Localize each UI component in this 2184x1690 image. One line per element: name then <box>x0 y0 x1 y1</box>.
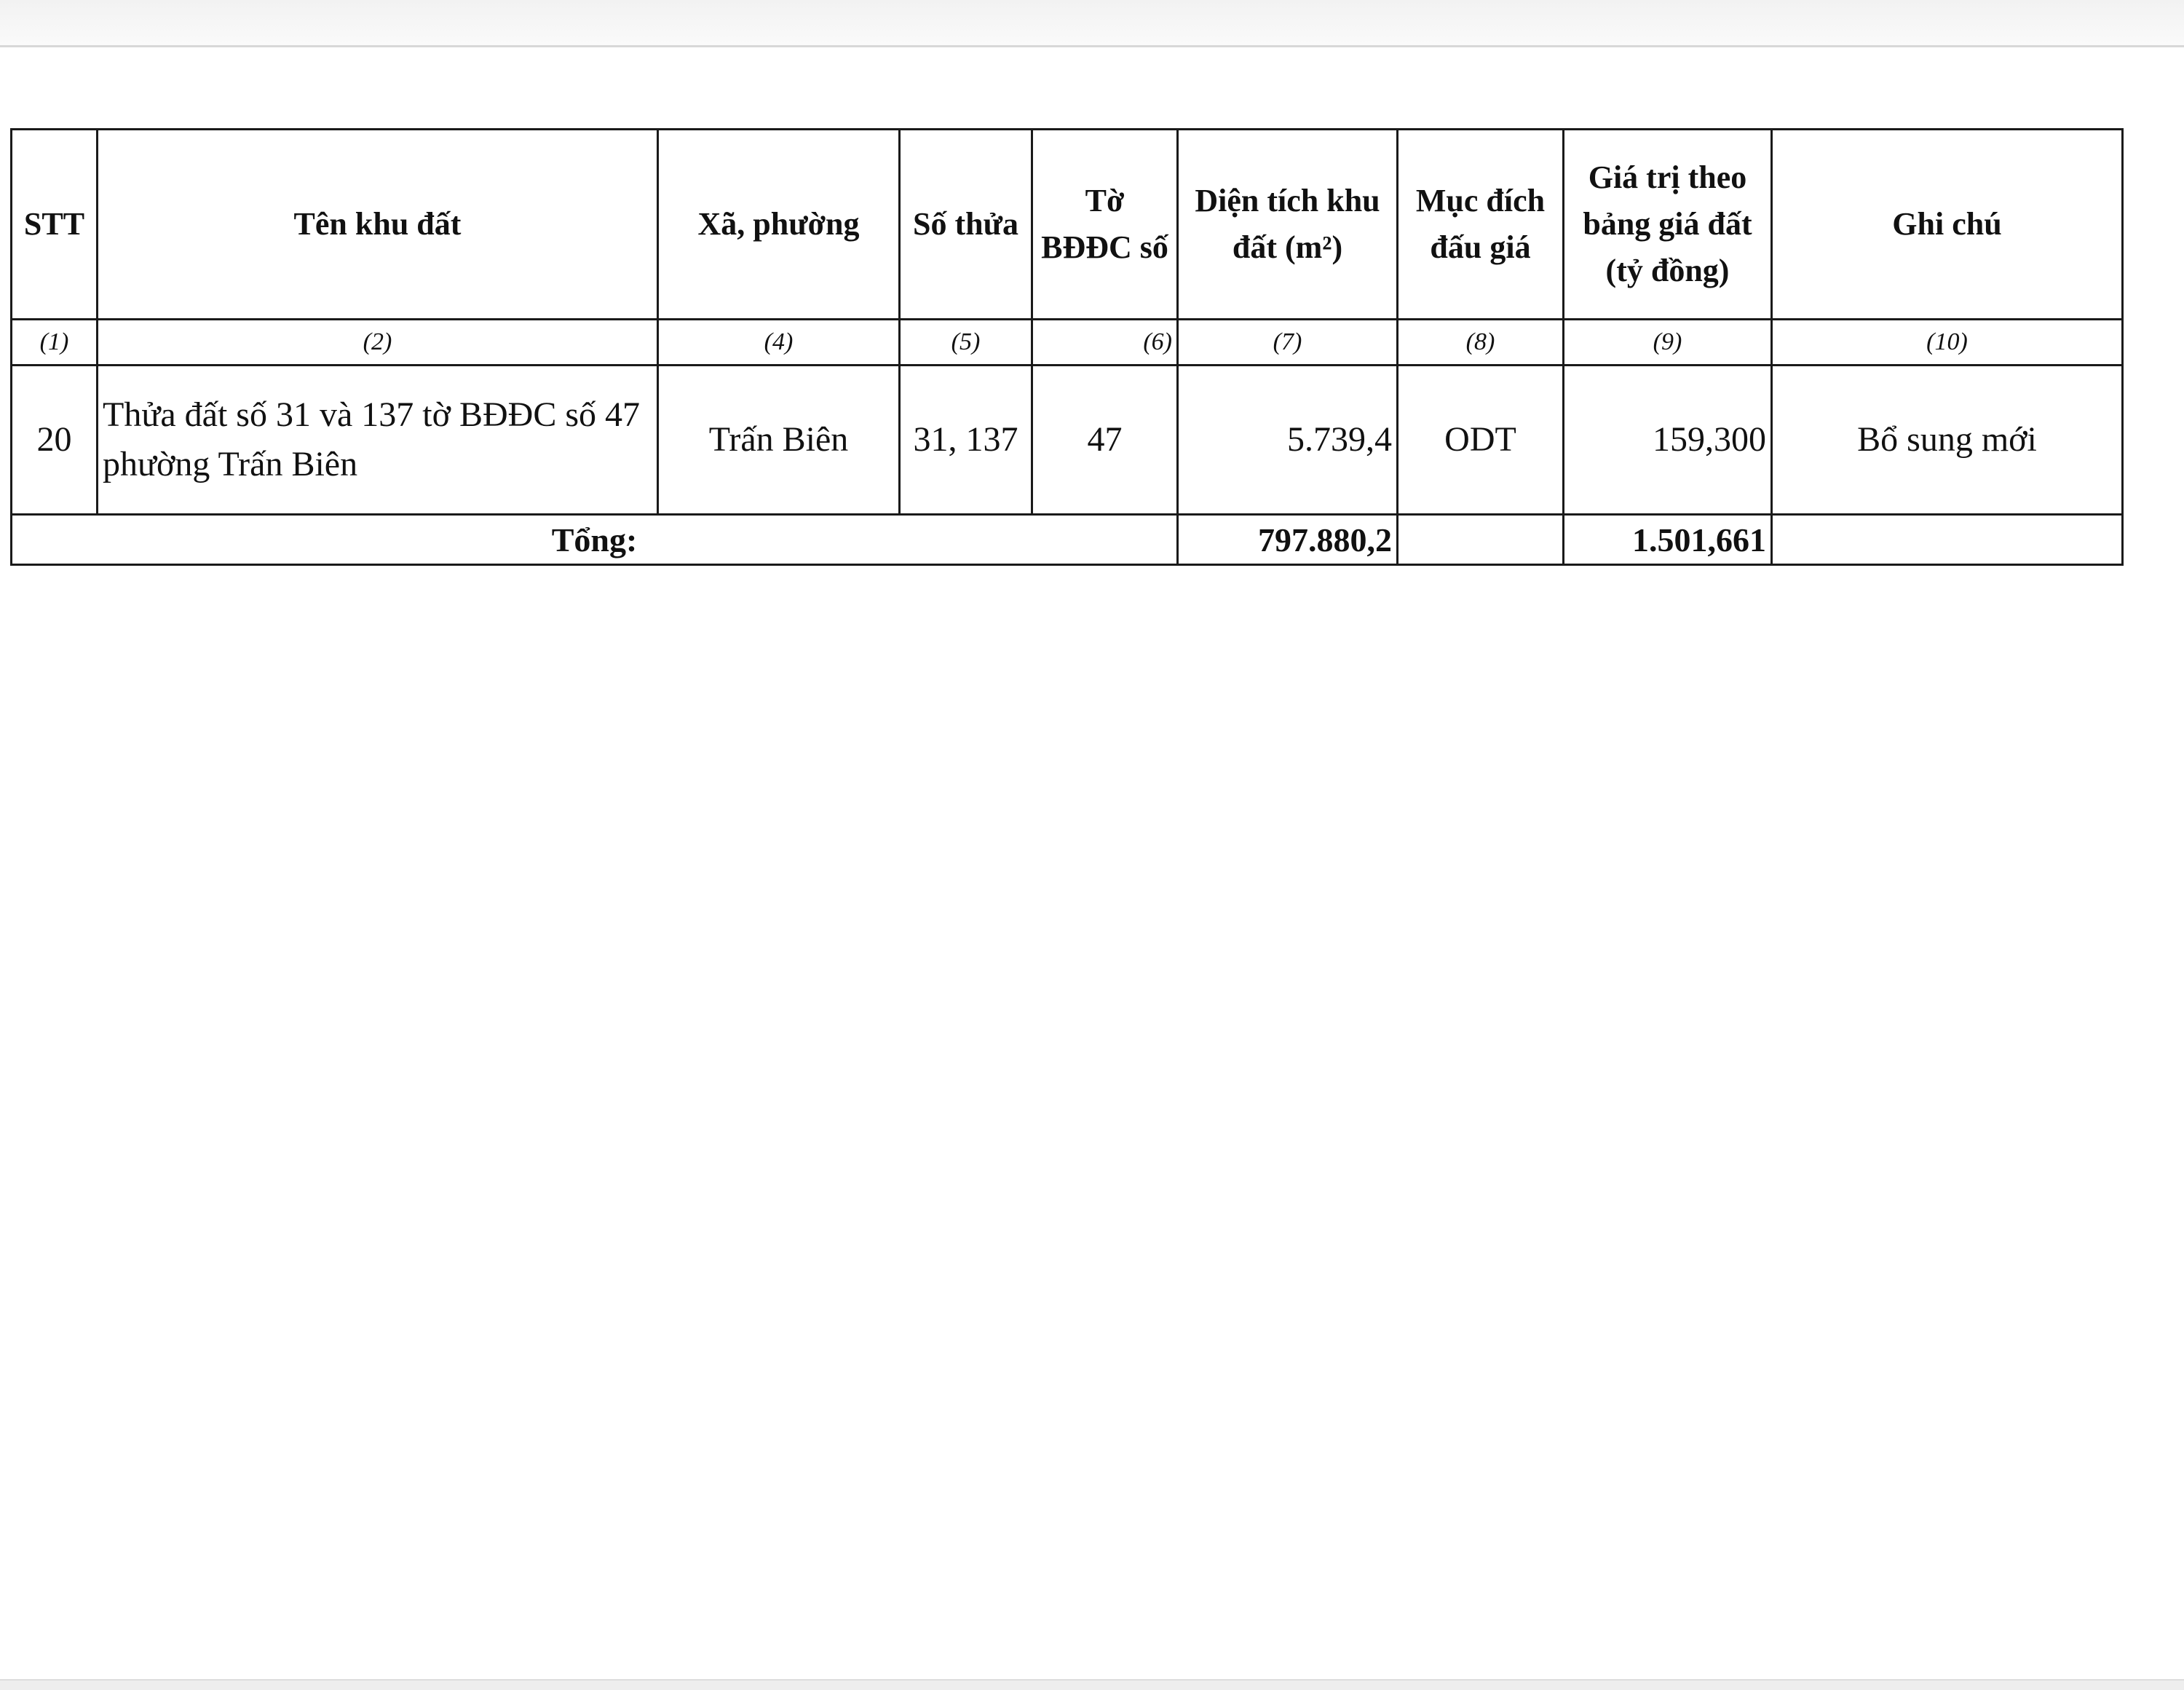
column-number: (2) <box>98 320 658 366</box>
header-xa-phuong: Xã, phường <box>658 130 900 320</box>
header-dien-tich: Diện tích khu đất (m²) <box>1178 130 1398 320</box>
header-muc-dich: Mục đích đấu giá <box>1398 130 1564 320</box>
header-so-thua: Số thửa <box>900 130 1032 320</box>
column-number: (1) <box>12 320 98 366</box>
header-stt: STT <box>12 130 98 320</box>
column-number: (7) <box>1178 320 1398 366</box>
cell-dien-tich: 5.739,4 <box>1178 366 1398 515</box>
total-empty-cell <box>1772 515 2123 565</box>
cell-gia-tri: 159,300 <box>1564 366 1772 515</box>
column-number: (9) <box>1564 320 1772 366</box>
header-gia-tri: Giá trị theo bảng giá đất (tỷ đồng) <box>1564 130 1772 320</box>
cell-muc-dich: ODT <box>1398 366 1564 515</box>
column-number: (6) <box>1032 320 1178 366</box>
total-gia-tri: 1.501,661 <box>1564 515 1772 565</box>
column-number: (4) <box>658 320 900 366</box>
header-ten-khu-dat: Tên khu đất <box>98 130 658 320</box>
cell-so-thua: 31, 137 <box>900 366 1032 515</box>
cell-xa-phuong: Trấn Biên <box>658 366 900 515</box>
scan-top-edge <box>0 0 2184 47</box>
cell-ghi-chu: Bổ sung mới <box>1772 366 2123 515</box>
header-to-bddc: Tờ BĐĐC số <box>1032 130 1178 320</box>
land-auction-table <box>10 128 2124 566</box>
column-number: (8) <box>1398 320 1564 366</box>
total-dien-tich: 797.880,2 <box>1178 515 1398 565</box>
total-label: Tổng: <box>12 515 1178 565</box>
table-row <box>12 366 2123 515</box>
cell-to-bddc: 47 <box>1032 366 1178 515</box>
cell-stt: 20 <box>12 366 98 515</box>
total-row <box>12 515 2123 565</box>
column-number: (10) <box>1772 320 2123 366</box>
cell-ten-khu-dat: Thửa đất số 31 và 137 tờ BĐĐC số 47 phường Trấn Biên <box>98 366 658 515</box>
column-number-row <box>12 320 2123 366</box>
total-empty-cell <box>1398 515 1564 565</box>
header-row <box>12 130 2123 320</box>
column-number: (5) <box>900 320 1032 366</box>
header-ghi-chu: Ghi chú <box>1772 130 2123 320</box>
